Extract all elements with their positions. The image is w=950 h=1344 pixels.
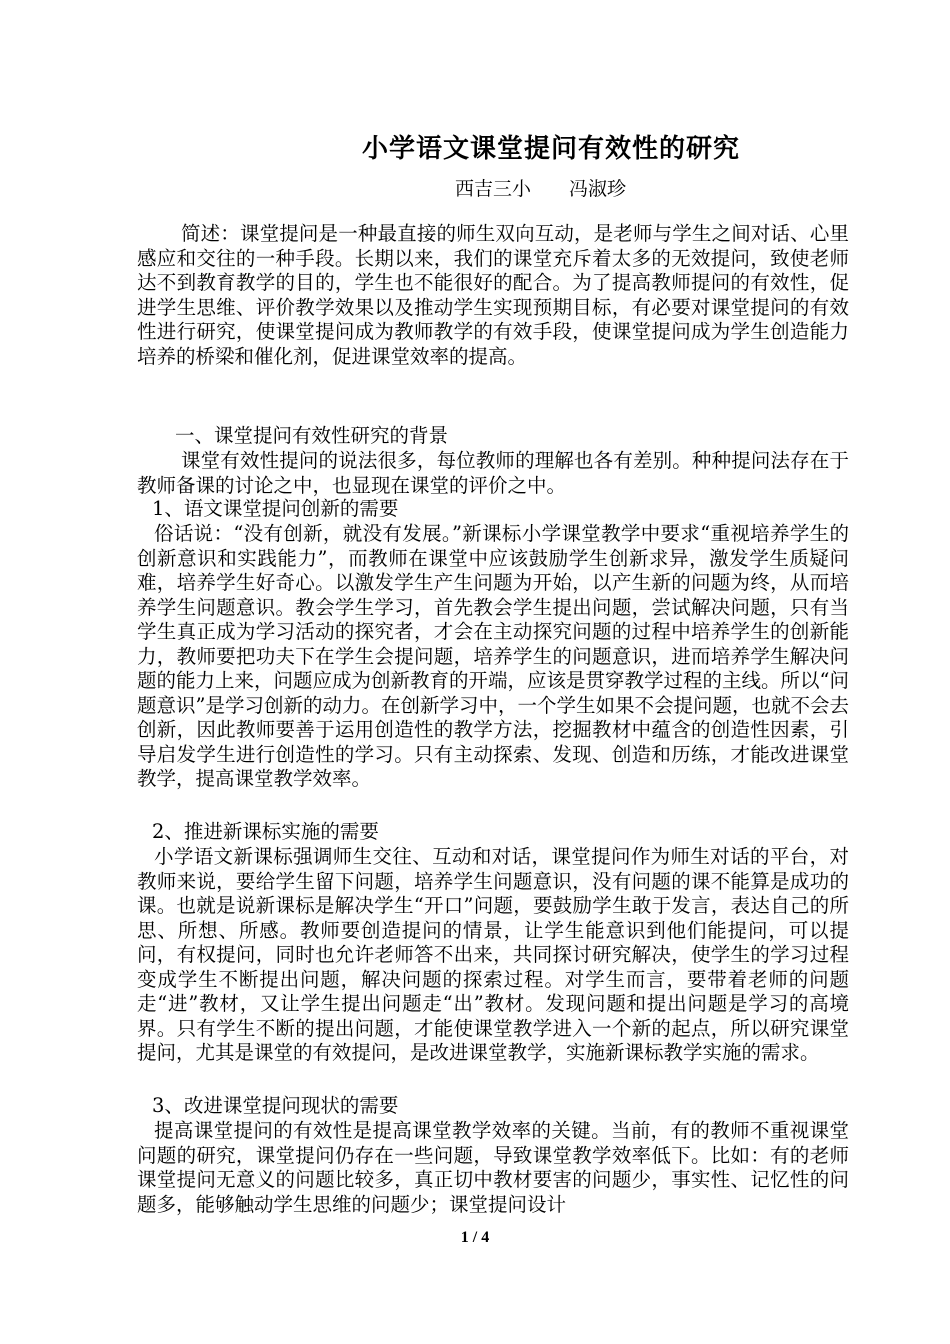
author-name: 冯淑珍 [569, 178, 627, 200]
page-number: 1 / 4 [460, 1229, 490, 1246]
subsection-paragraph-3: 提高课堂提问的有效性是提高课堂教学效率的关键。当前，有的教师不重视课堂问题的研究，课堂提问仍存在一些问题，导致课堂教学效率低下。比如：有的老师课堂提问无意义的问题比较多，真正切中教材要害的问题少，事实性、记忆性的问题多，能够触动学生思维的问题少；课堂提问设计 [137, 1119, 849, 1216]
subsection-paragraph-2: 小学语文新课标强调师生交往、互动和对话，课堂提问作为师生对话的平台，对教师来说，要给学生留下问题，培养学生问题意识，没有问题的课不能算是成功的课。也就是说新课标是解决学生“开口”问题，要鼓励学生敢于发言，表达自己的所思、所想、所感。教师要创造提问的情景，让学生能意识到他们能提问，可以提问，有权提问，同时也允许老师答不出来，共同探讨研究解决，使学生的学习过程变成学生不断提出问题，解决问题的探索过程。对学生而言，要带着老师的问题走“进”教材，又让学生提出问题走“出”教材。发现问题和提出问题是学习的高境界。只有学生不断的提出问题，才能使课堂教学进入一个新的起点，所以研究课堂提问，尤其是课堂的有效提问，是改进课堂教学，实施新课标教学实施的需求。 [137, 845, 849, 1064]
subsection-heading-3: 3、改进课堂提问现状的需要 [152, 1094, 399, 1117]
school-name: 西吉三小 [455, 178, 532, 200]
document-title: 小学语文课堂提问有效性的研究 [362, 134, 741, 164]
section-intro-paragraph: 课堂有效性提问的说法很多，每位教师的理解也各有差别。种种提问法存在于教师备课的讨论之中，也显现在课堂的评价之中。 [137, 449, 849, 497]
abstract-paragraph: 简述：课堂提问是一种最直接的师生双向互动，是老师与学生之间对话、心里感应和交往的一种手段。长期以来，我们的课堂充斥着太多的无效提问，致使老师达不到教育教学的目的，学生也不能很好的配合。为了提高教师提问的有效性，促进学生思维、评价教学效果以及推动学生实现预期目标，有必要对课堂提问的有效性进行研究，使课堂提问成为教师教学的有效手段，使课堂提问成为学生创造能力培养的桥梁和催化剂，促进课堂效率的提高。 [137, 222, 849, 368]
section-heading: 一、课堂提问有效性研究的背景 [175, 424, 449, 447]
byline [455, 176, 626, 202]
subsection-heading-2: 2、推进新课标实施的需要 [152, 820, 379, 843]
subsection-heading-1: 1、语文课堂提问创新的需要 [152, 497, 399, 520]
subsection-paragraph-1: 俗话说：“没有创新，就没有发展。”新课标小学课堂教学中要求“重视培养学生的创新意识和实践能力”，而教师在课堂中应该鼓励学生创新求异，激发学生质疑问难，培养学生好奇心。以激发学生产生问题为开始，以产生新的问题为终，从而培养学生问题意识。教会学生学习，首先教会学生提出问题，尝试解决问题，只有当学生真正成为学习活动的探究者，才会在主动探究问题的过程中培养学生的创新能力，教师要把功夫下在学生会提问题，培养学生的问题意识，进而培养学生解决问题的能力上来，问题应成为创新教育的开端，应该是贯穿教学过程的主线。所以“问题意识”是学习创新的动力。在创新学习中，一个学生如果不会提问题，也就不会去创新，因此教师要善于运用创造性的教学方法，挖掘教材中蕴含的创造性因素，引导启发学生进行创造性的学习。只有主动探索、发现、创造和历练，才能改进课堂教学，提高课堂教学效率。 [137, 522, 849, 790]
